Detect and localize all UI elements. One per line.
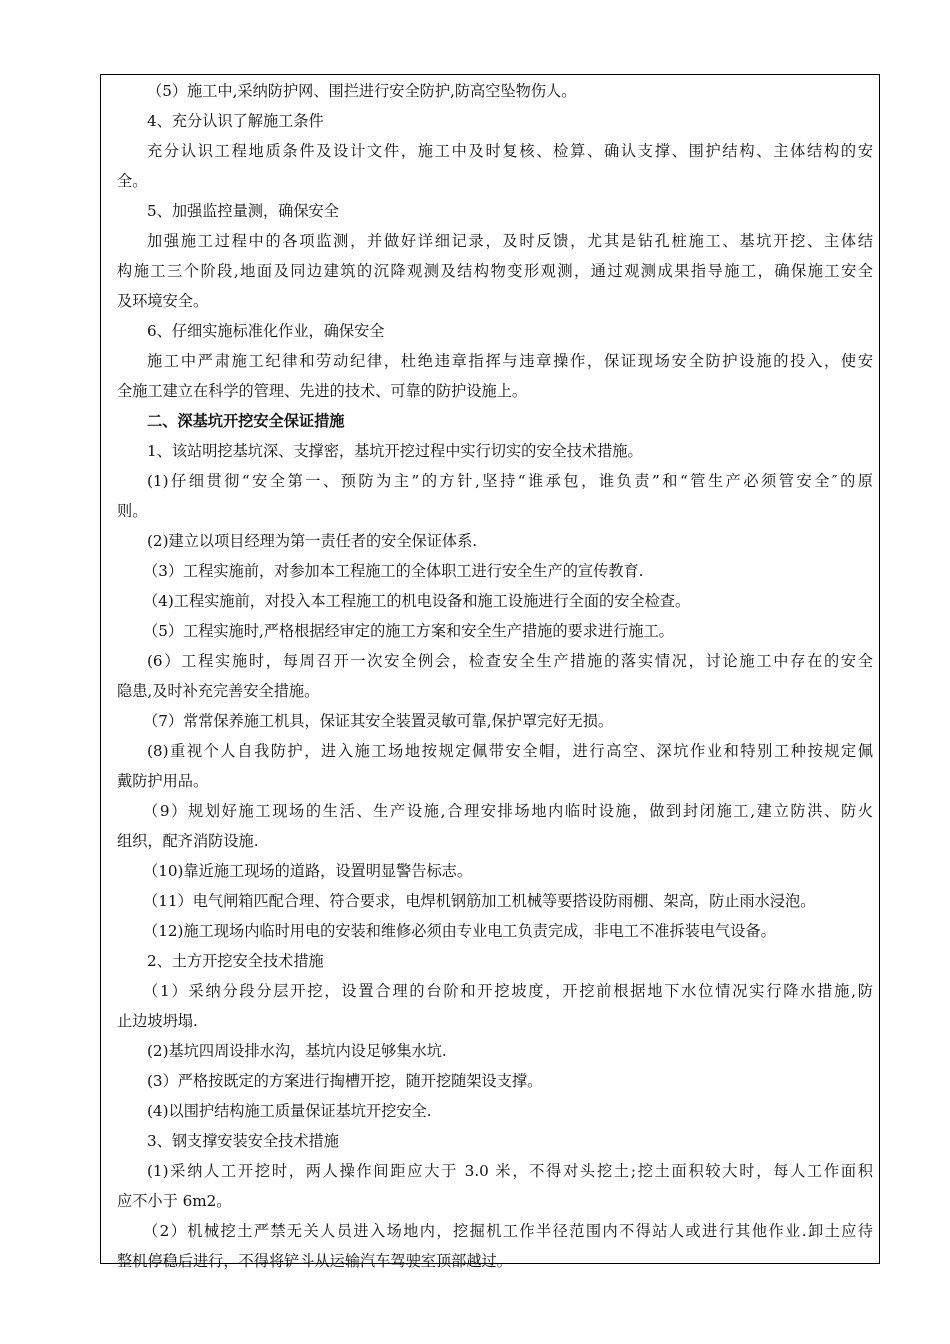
text-line: (1)采纳人工开挖时，两人操作间距应大于 3.0 米，不得对头挖土;挖土面积较大时，每人工作面积: [147, 1162, 873, 1180]
text-line: 全。: [117, 172, 148, 190]
text-line: (4)以围护结构施工质量保证基坑开挖安全.: [147, 1102, 432, 1120]
text-line: (2)基坑四周设排水沟，基坑内设足够集水坑.: [147, 1042, 447, 1060]
text-line: （9）规划好施工现场的生活、生产设施,合理安排场地内临时设施，做到封闭施工,建立防洪、防火: [143, 802, 873, 820]
text-line: (1)仔细贯彻“安全第一、预防为主”的方针,坚持“谁承包，谁负责”和“管生产必须管安全″的原: [147, 472, 873, 490]
text-line: 及环境安全。: [117, 292, 209, 310]
text-line: (3）严格按既定的方案进行掏槽开挖，随开挖随架设支撑。: [147, 1072, 543, 1090]
text-line: 隐患,及时补充完善安全措施。: [117, 682, 320, 700]
section-heading: 3、钢支撑安装安全技术措施: [147, 1132, 339, 1150]
text-line: 戴防护用品。: [117, 772, 209, 790]
section-heading: 1、该站明挖基坑深、支撑密，基坑开挖过程中实行切实的安全技术措施。: [147, 442, 643, 460]
section-heading: 5、加强监控量测，确保安全: [147, 202, 339, 220]
text-line: （3）工程实施前，对参加本工程施工的全体职工进行安全生产的宣传教育.: [143, 562, 644, 580]
section-heading: 6、仔细实施标准化作业，确保安全: [147, 322, 385, 340]
text-line: （2）机械挖土严禁无关人员进入场地内，挖掘机工作半径范围内不得站人或进行其他作业.卸土应待: [143, 1222, 873, 1240]
section-heading: 4、充分认识了解施工条件: [147, 112, 324, 130]
text-line: （1）采纳分段分层开挖，设置合理的台阶和开挖坡度，开挖前根据地下水位情况实行降水措施,防: [143, 982, 873, 1000]
text-line: (6）工程实施时，每周召开一次安全例会，检查安全生产措施的落实情况，讨论施工中存在的安全: [147, 652, 873, 670]
text-line: 整机停稳后进行，不得将铲斗从运输汽车驾驶室顶部越过。: [117, 1252, 512, 1270]
text-line: 加强施工过程中的各项监测，并做好详细记录，及时反馈，尤其是钻孔桩施工、基坑开挖、主体结: [147, 232, 873, 250]
text-line: 充分认识工程地质条件及设计文件，施工中及时复核、检算、确认支撑、围护结构、主体结构的安: [147, 142, 873, 160]
section-heading: 2、土方开挖安全技术措施: [147, 952, 324, 970]
text-line: （5）工程实施时,严格根据经审定的施工方案和安全生产措施的要求进行施工。: [143, 622, 674, 640]
text-line: 组织，配齐消防设施.: [117, 832, 259, 850]
text-line: 全施工建立在科学的管理、先进的技术、可靠的防护设施上。: [117, 382, 528, 400]
text-line: 构施工三个阶段,地面及同边建筑的沉降观测及结构物变形观测，通过观测成果指导施工，确保施工安全: [117, 262, 873, 280]
text-line: （5）施工中,采纳防护网、围拦进行安全防护,防高空坠物伤人。: [147, 82, 577, 100]
text-line: 施工中严肃施工纪律和劳动纪律，杜绝违章指挥与违章操作，保证现场安全防护设施的投入，使安: [147, 352, 873, 370]
text-line: （10)靠近施工现场的道路，设置明显警告标志。: [143, 862, 473, 880]
text-line: （12)施工现场内临时用电的安装和维修必须由专业电工负责完成，非电工不准拆装电气设备。: [143, 922, 776, 940]
chapter-heading: 二、深基坑开挖安全保证措施: [147, 412, 345, 430]
text-line: (2)建立以项目经理为第一责任者的安全保证体系.: [147, 532, 478, 550]
text-line: (8)重视个人自我防护，进入施工场地按规定佩带安全帽，进行高空、深坑作业和特别工种按规定佩: [147, 742, 873, 760]
text-line: 则。: [117, 502, 148, 520]
text-line: （4)工程实施前，对投入本工程施工的机电设备和施工设施进行全面的安全检查。: [143, 592, 691, 610]
text-line: 止边坡坍塌.: [117, 1012, 198, 1030]
document-body: [117, 76, 873, 1276]
text-line: （7）常常保养施工机具，保证其安全装置灵敏可靠,保护罩完好无损。: [143, 712, 614, 730]
text-line: 应不小于 6m2。: [117, 1192, 232, 1210]
text-line: （11）电气闸箱匹配合理、符合要求，电焊机钢筋加工机械等要搭设防雨棚、架高，防止雨水浸泡。: [143, 892, 816, 910]
